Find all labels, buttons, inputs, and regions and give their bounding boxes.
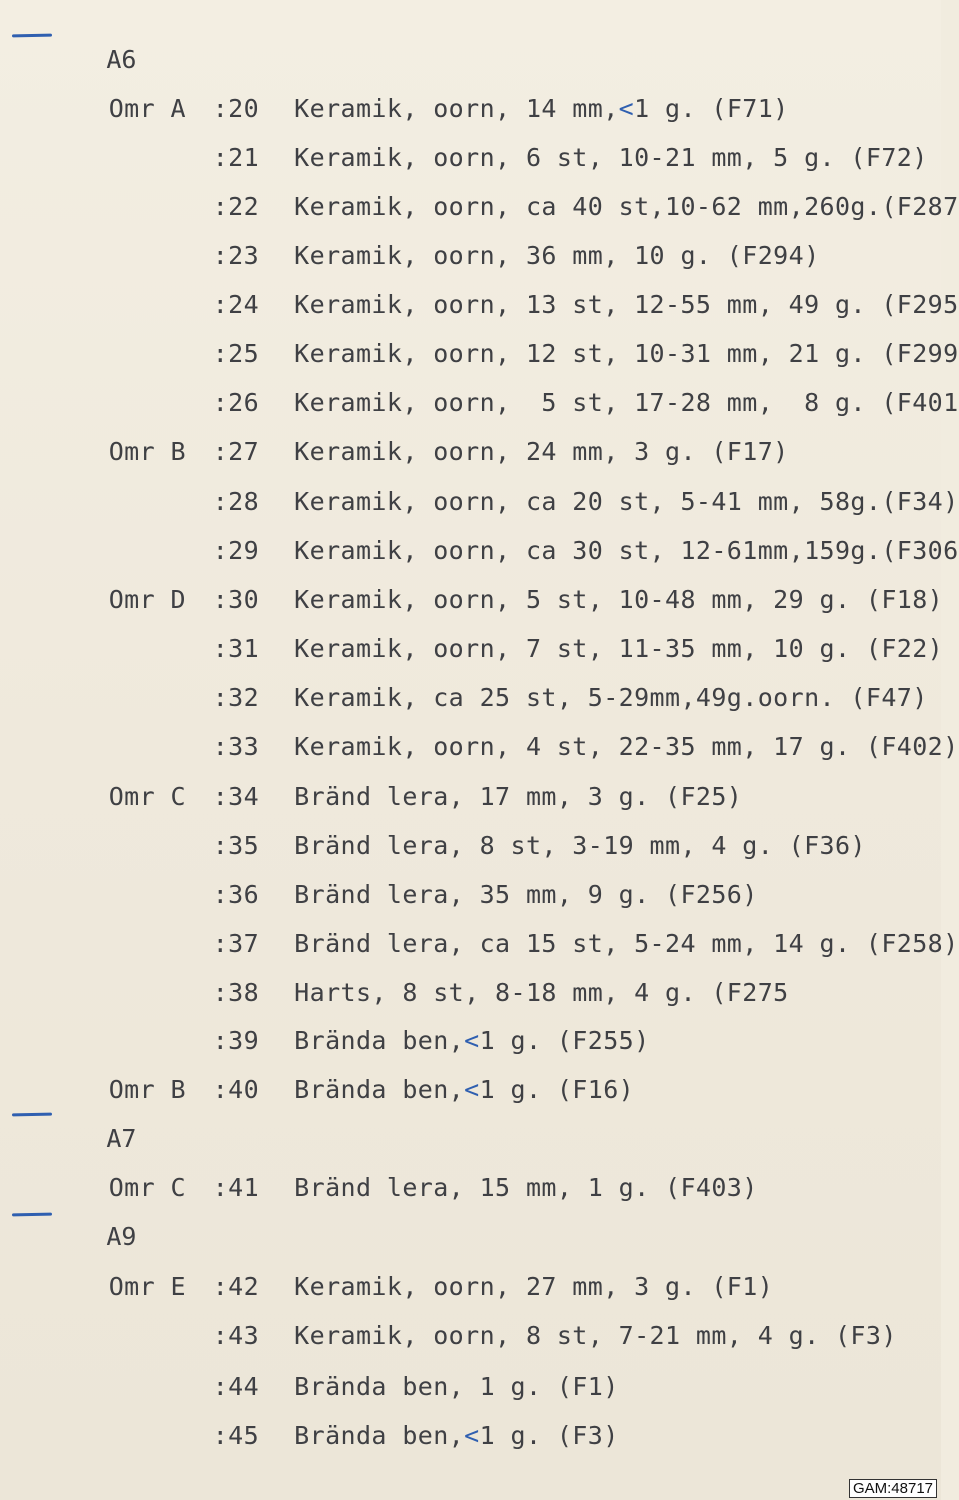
entry-row — [16, 1276, 941, 1350]
item-description: Keramik, oorn, ca 30 st, 12-61mm,159g.(F306 — [294, 536, 959, 565]
item-description: Keramik, oorn, 6 st, 10-21 mm, 5 g. (F72) — [294, 143, 928, 172]
item-description: Brända ben, 1 g. (F1) — [294, 1372, 619, 1401]
item-description: Bränd lera, 15 mm, 1 g. (F403) — [294, 1173, 758, 1202]
item-number: :23 — [212, 241, 260, 270]
entry-row — [16, 49, 941, 123]
item-description: Keramik, oorn, 36 mm, 10 g. (F294) — [294, 241, 820, 270]
entry-row — [16, 442, 959, 516]
heading-underline — [12, 1213, 52, 1217]
less-than-mark: < — [464, 1421, 480, 1450]
item-number: :40 — [212, 1075, 260, 1104]
item-number: :27 — [212, 437, 260, 466]
item-number: :33 — [212, 732, 260, 761]
heading-label: A7 — [106, 1124, 137, 1153]
item-description: Bränd lera, 8 st, 3-19 mm, 4 g. (F36) — [294, 831, 866, 860]
entry-row — [16, 540, 944, 614]
area-label: Omr B — [108, 1075, 186, 1104]
item-description: Keramik, oorn, 4 st, 22-35 mm, 17 g. (F402) — [294, 732, 959, 761]
heading-label: A6 — [106, 45, 137, 74]
item-description-rest: 1 g. (F16) — [479, 1075, 635, 1104]
entry-row — [16, 392, 941, 466]
item-description-rest: 1 g. (F255) — [479, 1026, 650, 1055]
item-number: :36 — [212, 880, 260, 909]
entry-row — [16, 786, 941, 860]
item-description: Keramik, oorn, 8 st, 7-21 mm, 4 g. (F3) — [294, 1321, 897, 1350]
entry-row — [16, 1030, 941, 1104]
item-description: Keramik, oorn, 12 st, 10-31 mm, 21 g. (F299 — [294, 339, 959, 368]
entry-row — [16, 981, 941, 1055]
item-description: Keramik, oorn, ca 20 st, 5-41 mm, 58g.(F34) — [294, 487, 959, 516]
entry-row — [16, 589, 944, 663]
item-description: Brända ben, — [294, 1075, 465, 1104]
area-label: Omr A — [108, 94, 186, 123]
entry-row — [16, 1227, 941, 1301]
less-than-mark: < — [464, 1075, 480, 1104]
entry-row — [16, 245, 959, 319]
item-number: :29 — [212, 536, 260, 565]
item-number: :26 — [212, 388, 260, 417]
item-number: :45 — [212, 1421, 260, 1450]
item-number: :43 — [212, 1321, 260, 1350]
item-description: Keramik, oorn, 13 st, 12-55 mm, 49 g. (F295 — [294, 290, 959, 319]
item-description: Keramik, oorn, 14 mm, — [294, 94, 619, 123]
entry-row — [16, 147, 959, 221]
item-description: Harts, 8 st, 8-18 mm, 4 g. (F275 — [294, 978, 789, 1007]
item-description: Bränd lera, 35 mm, 9 g. (F256) — [294, 880, 758, 909]
item-description: Keramik, oorn, 7 st, 11-35 mm, 10 g. (F22) — [294, 634, 944, 663]
entry-row — [16, 491, 959, 565]
entry-row — [16, 884, 959, 958]
area-label: Omr E — [108, 1272, 186, 1301]
item-number: :35 — [212, 831, 260, 860]
area-label: Omr B — [108, 437, 186, 466]
item-number: :42 — [212, 1272, 260, 1301]
item-number: :20 — [212, 94, 260, 123]
item-description: Keramik, ca 25 st, 5-29mm,49g.oorn. (F47) — [294, 683, 928, 712]
area-label: Omr D — [108, 585, 186, 614]
entry-row — [16, 835, 941, 909]
heading-label: A9 — [106, 1222, 137, 1251]
item-number: :44 — [212, 1372, 260, 1401]
area-label: Omr C — [108, 1173, 186, 1202]
entry-row — [16, 1376, 941, 1450]
item-number: :30 — [212, 585, 260, 614]
item-number: :32 — [212, 683, 260, 712]
item-description: Keramik, oorn, ca 40 st,10-62 mm,260g.(F287 — [294, 192, 959, 221]
entry-row — [16, 933, 941, 1007]
less-than-mark: < — [464, 1026, 480, 1055]
item-description: Bränd lera, ca 15 st, 5-24 mm, 14 g. (F258) — [294, 929, 959, 958]
item-description-rest: 1 g. (F3) — [479, 1421, 619, 1450]
item-number: :24 — [212, 290, 260, 319]
item-number: :31 — [212, 634, 260, 663]
item-description: Keramik, oorn, 5 st, 17-28 mm, 8 g. (F401 — [294, 388, 959, 417]
less-than-mark: < — [618, 94, 635, 123]
heading-underline — [12, 34, 52, 38]
entry-row — [16, 638, 941, 712]
section-heading-a6 — [16, 0, 137, 74]
item-description: Keramik, oorn, 24 mm, 3 g. (F17) — [294, 437, 789, 466]
item-number: :25 — [212, 339, 260, 368]
catalog-stamp: GAM:48717 — [849, 1479, 937, 1498]
section-heading-a9 — [16, 1177, 137, 1251]
entry-row — [16, 687, 959, 761]
entry-row — [16, 98, 941, 172]
item-number: :28 — [212, 487, 260, 516]
entry-row — [16, 294, 959, 368]
item-description: Brända ben, — [294, 1421, 465, 1450]
item-description: Keramik, oorn, 27 mm, 3 g. (F1) — [294, 1272, 774, 1301]
entry-row — [16, 1327, 941, 1401]
entry-row — [16, 343, 959, 417]
entry-row — [16, 196, 941, 270]
item-number: :22 — [212, 192, 260, 221]
item-description: Brända ben, — [294, 1026, 465, 1055]
item-number: :41 — [212, 1173, 260, 1202]
item-description: Bränd lera, 17 mm, 3 g. (F25) — [294, 782, 743, 811]
item-description: Keramik, oorn, 5 st, 10-48 mm, 29 g. (F18) — [294, 585, 944, 614]
item-number: :39 — [212, 1026, 260, 1055]
item-number: :38 — [212, 978, 260, 1007]
item-number: :21 — [212, 143, 260, 172]
section-heading-a7 — [16, 1079, 137, 1153]
item-description-rest: 1 g. (F71) — [634, 94, 789, 123]
heading-underline — [12, 1113, 52, 1117]
item-number: :34 — [212, 782, 260, 811]
entry-row — [16, 1128, 941, 1202]
item-number: :37 — [212, 929, 260, 958]
entry-row — [16, 737, 941, 811]
area-label: Omr C — [108, 782, 186, 811]
